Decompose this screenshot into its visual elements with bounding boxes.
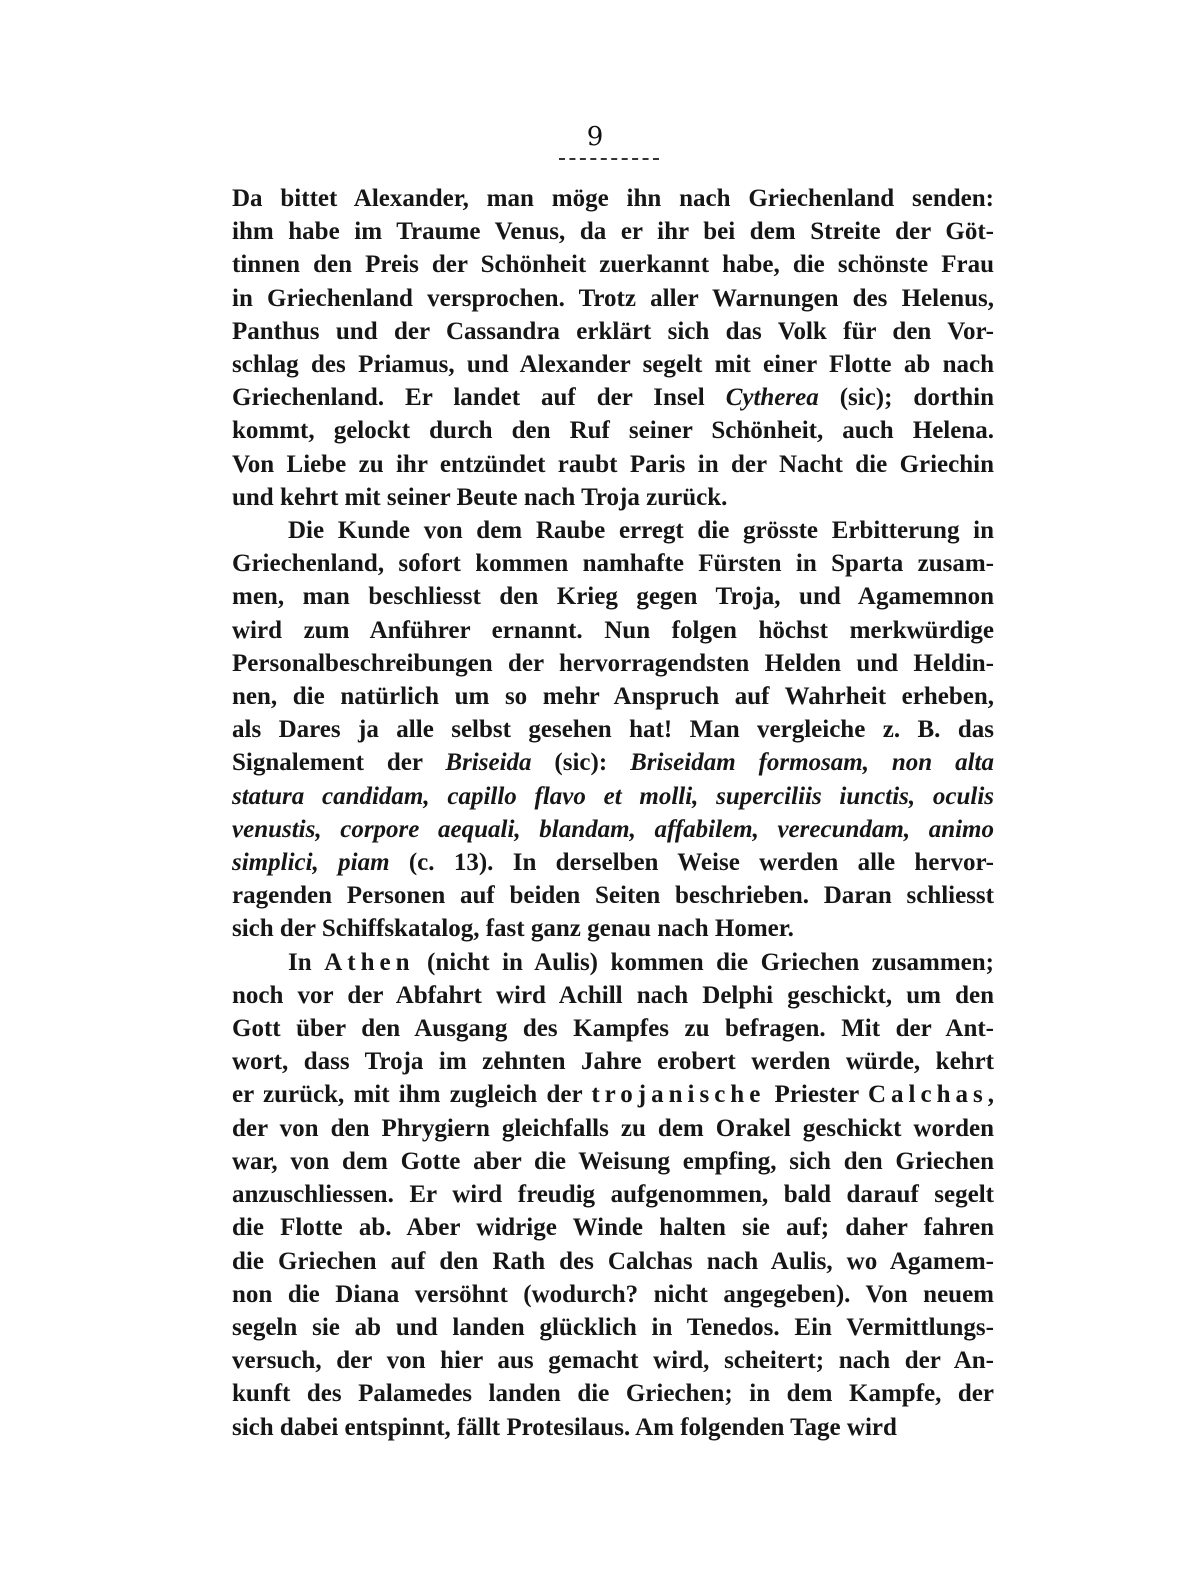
italic-text: Cytherea <box>725 384 819 412</box>
text-run: sich der Schiffskatalog, fast ganz genau nach Homer. <box>232 915 794 943</box>
text-line <box>232 746 994 779</box>
paragraph <box>232 946 994 1444</box>
text-run: Von Liebe zu ihr entzündet raubt Paris in der Nacht die Griechin <box>232 450 994 478</box>
text-line <box>232 547 994 580</box>
text-line <box>232 1112 994 1145</box>
text-run: anzuschliessen. Er wird freudig aufgenommen, bald darauf segelt <box>232 1181 994 1209</box>
text-run: men, man beschliesst den Krieg gegen Troja, und Agamemnon <box>232 583 994 611</box>
text-line <box>232 1145 994 1178</box>
text-line <box>232 1078 994 1111</box>
italic-text: Briseida <box>445 749 532 777</box>
text-line <box>232 1012 994 1045</box>
text-run: (sic); dorthin <box>818 384 995 412</box>
text-run: Da bittet Alexander, man möge ihn nach Griechenland senden: <box>232 185 994 212</box>
text-run: wird zum Anführer ernannt. Nun folgen höchst merkwürdige <box>232 616 994 644</box>
text-run: nen, die natürlich um so mehr Anspruch auf Wahrheit erheben, <box>232 683 994 711</box>
text-line <box>232 680 994 713</box>
text-run: wort, dass Troja im zehnten Jahre erobert werden würde, kehrt <box>232 1048 994 1076</box>
text-run: Die Kunde von dem Raube erregt die grösste Erbitterung in <box>288 517 994 545</box>
text-run: non die Diana versöhnt (wodurch? nicht angegeben). Von neuem <box>232 1280 994 1308</box>
text-run: Panthus und der Cassandra erklärt sich das Volk für den Vor- <box>232 317 994 345</box>
text-run: kunft des Palamedes landen die Griechen; in dem Kampfe, der <box>232 1380 994 1408</box>
text-run: der von den Phrygiern gleichfalls zu dem Orakel geschickt worden <box>232 1114 994 1142</box>
text-line <box>232 813 994 846</box>
text-line <box>232 514 994 547</box>
text-line <box>232 846 994 879</box>
text-line <box>232 1045 994 1078</box>
text-line <box>232 1377 994 1410</box>
text-line <box>232 381 994 414</box>
text-run: Personalbeschreibungen der hervorragendsten Helden und Heldin- <box>232 649 994 677</box>
text-line <box>232 1211 994 1244</box>
text-line <box>232 879 994 912</box>
text-line <box>232 248 994 281</box>
text-run: die Griechen auf den Rath des Calchas nach Aulis, wo Agamem- <box>232 1247 994 1275</box>
text-line <box>232 713 994 746</box>
text-run: Griechenland. Er landet auf der Insel <box>232 384 726 412</box>
italic-text: simplici, piam <box>232 849 390 877</box>
text-line <box>232 1278 994 1311</box>
paragraph <box>232 182 994 514</box>
italic-text: Briseidam formosam, non alta <box>630 749 994 777</box>
text-line <box>232 1411 994 1444</box>
text-run: tinnen den Preis der Schönheit zuerkannt habe, die schönste Frau <box>232 251 994 279</box>
header-rule <box>559 158 659 160</box>
text-line <box>232 348 994 381</box>
text-line <box>232 647 994 680</box>
text-run: als Dares ja alle selbst gesehen hat! Man vergleiche z. B. das <box>232 716 994 744</box>
text-line <box>232 979 994 1012</box>
text-run: , <box>987 1081 994 1109</box>
text-line <box>232 414 994 447</box>
text-run: ragenden Personen auf beiden Seiten beschrieben. Daran schliesst <box>232 882 994 910</box>
text-run: In <box>288 948 325 976</box>
text-run: war, von dem Gotte aber die Weisung empfing, sich den Griechen <box>232 1147 994 1175</box>
body-text <box>232 182 994 1444</box>
text-run: schlag des Priamus, und Alexander segelt mit einer Flotte ab nach <box>232 351 994 379</box>
text-run: Gott über den Ausgang des Kampfes zu befragen. Mit der Ant- <box>232 1015 994 1043</box>
text-run: kommt, gelockt durch den Ruf seiner Schönheit, auch Helena. <box>232 417 994 445</box>
italic-text: statura candidam, capillo flavo et molli, superciliis iunctis, oculis <box>232 782 994 810</box>
text-run: er zurück, mit ihm zugleich der <box>232 1081 592 1109</box>
text-line <box>232 481 994 514</box>
text-run: Griechenland, sofort kommen namhafte Fürsten in Sparta zusam- <box>232 550 994 578</box>
page-number: 9 <box>586 122 605 152</box>
text-run: Signalement der <box>232 749 446 777</box>
text-run: die Flotte ab. Aber widrige Winde halten sie auf; daher fahren <box>232 1214 994 1242</box>
text-line <box>232 614 994 647</box>
text-line <box>232 1311 994 1344</box>
text-run: (nicht in Aulis) kommen die Griechen zusammen; <box>414 948 994 976</box>
text-run: (c. 13). In derselben Weise werden alle hervor- <box>389 849 994 877</box>
paragraph <box>232 514 994 946</box>
text-line <box>232 780 994 813</box>
text-line <box>232 315 994 348</box>
text-run: noch vor der Abfahrt wird Achill nach Delphi geschickt, um den <box>232 981 994 1009</box>
text-run: und kehrt mit seiner Beute nach Troja zurück. <box>232 483 728 511</box>
spaced-text: Calchas <box>868 1081 988 1109</box>
text-line <box>232 215 994 248</box>
text-run: versuch, der von hier aus gemacht wird, scheitert; nach der An- <box>232 1347 994 1375</box>
text-line <box>232 1245 994 1278</box>
text-line <box>232 282 994 315</box>
text-run: in Griechenland versprochen. Trotz aller Warnungen des Helenus, <box>232 284 994 312</box>
text-line <box>232 580 994 613</box>
text-line <box>232 912 994 945</box>
spaced-text: Athen <box>324 948 415 976</box>
italic-text: venustis, corpore aequali, blandam, affabilem, verecundam, animo <box>232 815 994 843</box>
text-run: sich dabei entspinnt, fällt Protesilaus. Am folgenden Tage wird <box>232 1413 897 1441</box>
text-run: segeln sie ab und landen glücklich in Tenedos. Ein Vermittlungs- <box>232 1313 994 1341</box>
spaced-text: trojanische <box>591 1081 766 1109</box>
text-run: (sic): <box>531 749 631 777</box>
text-run: Priester <box>765 1081 868 1109</box>
text-line <box>232 448 994 481</box>
text-line <box>232 946 994 979</box>
text-line <box>232 1344 994 1377</box>
text-run: ihm habe im Traume Venus, da er ihr bei dem Streite der Göt- <box>232 218 994 246</box>
text-line <box>232 1178 994 1211</box>
text-line <box>232 182 994 215</box>
